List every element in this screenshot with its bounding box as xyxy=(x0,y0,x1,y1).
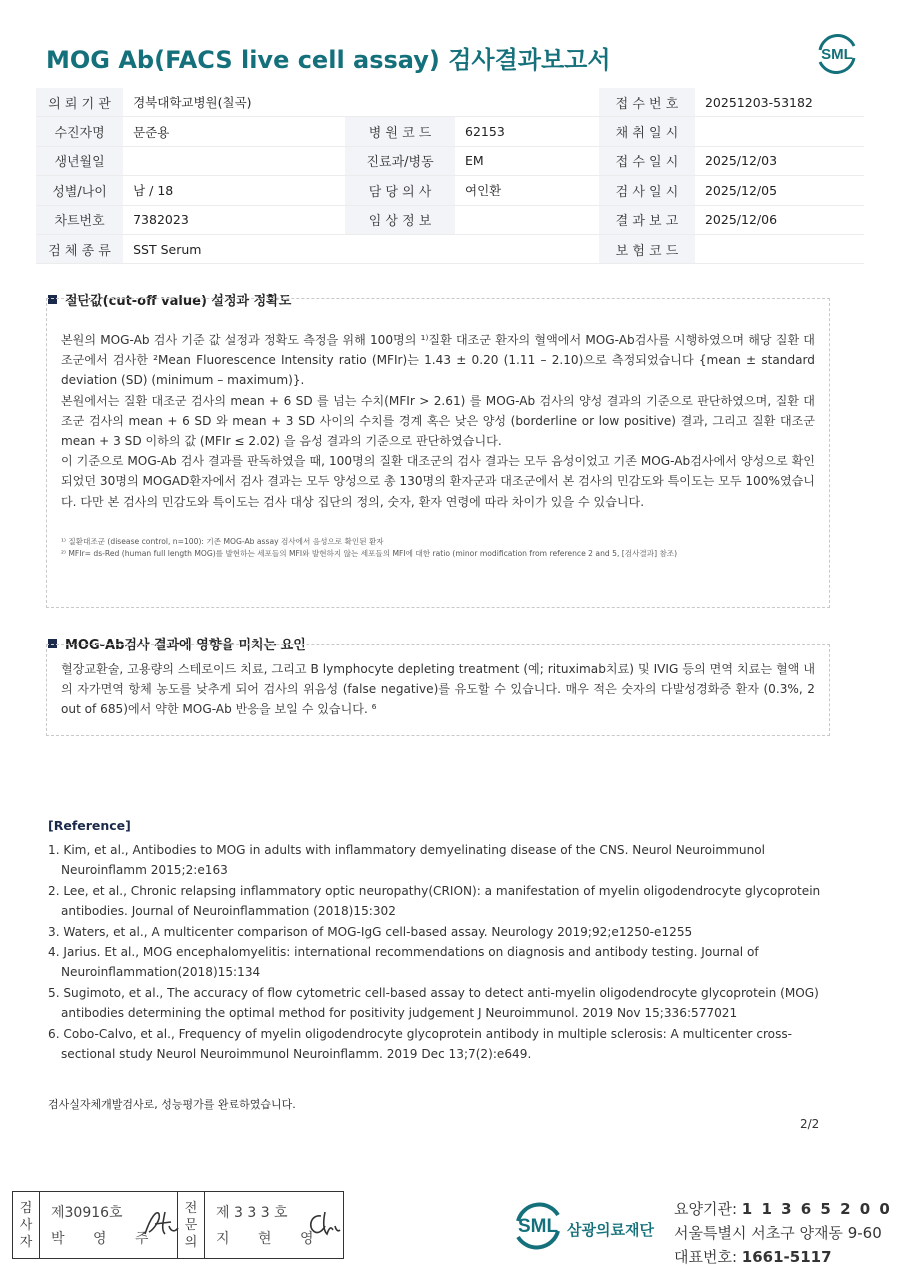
info-row xyxy=(36,205,864,234)
info-value: 62153 xyxy=(455,117,599,146)
info-label: 검 사 일 시 xyxy=(599,176,695,205)
info-label: 임 상 정 보 xyxy=(345,205,455,234)
sml-logo-text: SML xyxy=(821,46,853,63)
specialist-license: 제 3 3 3 호 xyxy=(216,1205,288,1221)
info-label: 병 원 코 드 xyxy=(345,117,455,146)
examiner-label: 검 사 자 xyxy=(13,1192,40,1258)
specialist-name: 지 현 영 xyxy=(216,1231,326,1247)
info-value: EM xyxy=(455,146,599,175)
org-logo-text: SML xyxy=(517,1216,559,1237)
info-row xyxy=(36,117,864,146)
validation-note: 검사실자체개발검사로, 성능평가를 완료하였습니다. xyxy=(48,1098,296,1111)
info-label: 차트번호 xyxy=(36,205,123,234)
reference-item: 4. Jarius. Et al., MOG encephalomyelitis: international recommendations on diagnosis and antibody testing. Journal of Neuroinflammation(2018)15:134 xyxy=(48,945,759,980)
cutoff-paragraph-2: 본원에서는 질환 대조군 검사의 mean + 6 SD 를 넘는 수치(MFIr > 2.61) 를 MOG-Ab 검사의 양성 결과의 기준으로 판단하였으며, 질환 대조군 검사의 mean + 6 SD 와 mean + 3 SD 사이의 수치를 경계 혹은 낮은 양성 (borderline or low positive) 결과, 그리고 질환 대조군 mean + 3 SD 이하의 값 (MFIr ≤ 2.02) 을 음성 결과의 기준으로 판단하였습니다. xyxy=(61,393,815,449)
info-value xyxy=(455,88,599,117)
cutoff-paragraph-3: 이 기준으로 MOG-Ab 검사 결과를 판독하였을 때, 100명의 질환 대조군의 검사 결과는 모두 음성이었고 기존 MOG-Ab검사에서 양성으로 확인되었던 30명의 MOGAD환자에서 검사 결과는 모두 양성으로 총 130명의 환자군과 대조군에서 본 검사의 민감도와 특이도는 모두 100%였습니다. 다만 본 검사의 민감도와 특이도는 검사 대상 집단의 정의, 숫자, 환자 연령에 따라 차이가 있을 수 있습니다. xyxy=(61,454,815,509)
examiner-name: 박 영 주 xyxy=(51,1231,161,1247)
info-value xyxy=(695,117,864,146)
org-address: 서울특별시 서초구 양재동 9-60 xyxy=(674,1224,882,1242)
info-label: 결 과 보 고 xyxy=(599,205,695,234)
footnote-2: ²⁾ MFIr= ds-Red (human full length MOG)를 발현하는 세포들의 MFI와 발현하지 않는 세포들의 MFI에 대한 ratio (minor modification from reference 2 and 5, [검사결과] 참조) xyxy=(61,548,678,558)
info-value: 경북대학교병원(칠곡) xyxy=(123,88,345,117)
info-label: 의 뢰 기 관 xyxy=(36,88,123,117)
factors-paragraph: 혈장교환술, 고용량의 스테로이드 치료, 그리고 B lymphocyte depleting treatment (예; rituximab치료) 및 IVIG 등의 면역 치료는 혈액 내의 자가면역 항체 농도를 낮추게 되어 검사의 위음성 (false negative)를 유도할 수 있습니다. 매우 적은 숫자의 다발성경화증 환자 (0.3%, 2 out of 685)에서 약한 MOG-Ab 반응을 보일 수 있습니다. ⁶ xyxy=(61,662,815,717)
info-label: 성별/나이 xyxy=(36,176,123,205)
reference-heading: [Reference] xyxy=(48,818,131,833)
info-value: 2025/12/05 xyxy=(695,176,864,205)
info-value: SST Serum xyxy=(123,234,345,263)
org-code-label: 요양기관: xyxy=(674,1200,738,1218)
org-phone: 1661-5117 xyxy=(741,1248,832,1266)
org-info xyxy=(674,1197,892,1269)
org-code: 1 1 3 6 5 2 0 0 xyxy=(741,1200,892,1218)
specialist-signature xyxy=(303,1208,341,1240)
info-row xyxy=(36,234,864,263)
info-row xyxy=(36,146,864,175)
info-value: 문준용 xyxy=(123,117,345,146)
org-phone-label: 대표번호: xyxy=(674,1248,738,1266)
info-value xyxy=(695,234,864,263)
info-label: 생년월일 xyxy=(36,146,123,175)
reference-item: 3. Waters, et al., A multicenter comparison of MOG-IgG cell-based assay. Neurology 2019;92;e1250-e1255 xyxy=(48,924,693,939)
reference-item: 1. Kim, et al., Antibodies to MOG in adults with inflammatory demyelinating disease of the CNS. Neurol Neuroimmunol Neuroinflamm 2015;2:e163 xyxy=(48,843,766,878)
info-row xyxy=(36,176,864,205)
reference-list xyxy=(48,840,828,1064)
reference-item: 5. Sugimoto, et al., The accuracy of flow cytometric cell-based assay to detect anti-myelin oligodendrocyte glycoprotein (MOG) antibodies determining the optimal method for positivity judgement J Neuroimmunol. 2019 Nov 15;336:577021 xyxy=(48,985,819,1021)
info-value: 남 / 18 xyxy=(123,176,345,205)
info-value xyxy=(123,146,345,175)
examiner-signature xyxy=(141,1206,181,1240)
info-label: 진료과/병동 xyxy=(345,146,455,175)
patient-info-table xyxy=(36,88,864,264)
org-name: 삼광의료재단 xyxy=(567,1221,654,1239)
section-cutoff-body xyxy=(47,330,829,512)
info-row xyxy=(36,88,864,117)
info-label xyxy=(345,88,455,117)
section-factors-title: MOG-Ab검사 결과에 영향을 미치는 요인 xyxy=(65,638,306,653)
info-value: 7382023 xyxy=(123,205,345,234)
sml-logo xyxy=(814,30,860,76)
info-label: 수진자명 xyxy=(36,117,123,146)
info-value xyxy=(455,234,599,263)
cutoff-footnotes xyxy=(47,536,829,560)
reference-item: 2. Lee, et al., Chronic relapsing inflammatory optic neuropathy(CRION): a manifestation of myelin oligodendrocyte glycoprotein antibodies. Journal of Neuroinflammation (2018)15:302 xyxy=(48,883,821,919)
info-value: 여인환 xyxy=(455,176,599,205)
section-cutoff-title: 절단값(cut-off value) 설정과 정확도 xyxy=(65,294,292,309)
info-label: 보 험 코 드 xyxy=(599,234,695,263)
sml-foundation-logo xyxy=(510,1197,566,1257)
section-cutoff-box xyxy=(46,298,830,608)
info-value: 2025/12/06 xyxy=(695,205,864,234)
info-value: 2025/12/03 xyxy=(695,146,864,175)
footnote-1: ¹⁾ 질환대조군 (disease control, n=100): 기존 MOG-Ab assay 검사에서 음성으로 확인된 환자 xyxy=(61,536,384,546)
section-factors-box xyxy=(46,644,830,736)
signature-box xyxy=(12,1191,344,1259)
info-label xyxy=(345,234,455,263)
info-label: 담 당 의 사 xyxy=(345,176,455,205)
info-label: 검 체 종 류 xyxy=(36,234,123,263)
info-label: 접 수 번 호 xyxy=(599,88,695,117)
specialist-label: 전 문 의 xyxy=(177,1192,205,1258)
info-label: 채 취 일 시 xyxy=(599,117,695,146)
page-number: 2/2 xyxy=(800,1117,820,1131)
reference-item: 6. Cobo-Calvo, et al., Frequency of myelin oligodendrocyte glycoprotein antibody in multiple sclerosis: A multicenter cross-sectional study Neurol Neuroimmunol Neuroinflamm. 2019 Dec 13;7(2):e649. xyxy=(48,1026,793,1062)
info-value xyxy=(455,205,599,234)
info-value: 20251203-53182 xyxy=(695,88,864,117)
examiner-license: 제30916호 xyxy=(51,1205,123,1221)
info-label: 접 수 일 시 xyxy=(599,146,695,175)
report-title: MOG Ab(FACS live cell assay) 검사결과보고서 xyxy=(46,46,611,74)
cutoff-paragraph-1: 본원의 MOG-Ab 검사 기준 값 설정과 정확도 측정을 위해 100명의 ¹⁾질환 대조군 환자의 혈액에서 MOG-Ab검사를 시행하였으며 해당 질환 대조군에서 검사한 ²Mean Fluorescence Intensity ratio (MFIr)는 1.43 ± 0.20 (1.11 – 2.10)으로 측정되었습니다 {mean ± standard deviation (SD) (minimum – maximum)}. xyxy=(61,333,815,388)
